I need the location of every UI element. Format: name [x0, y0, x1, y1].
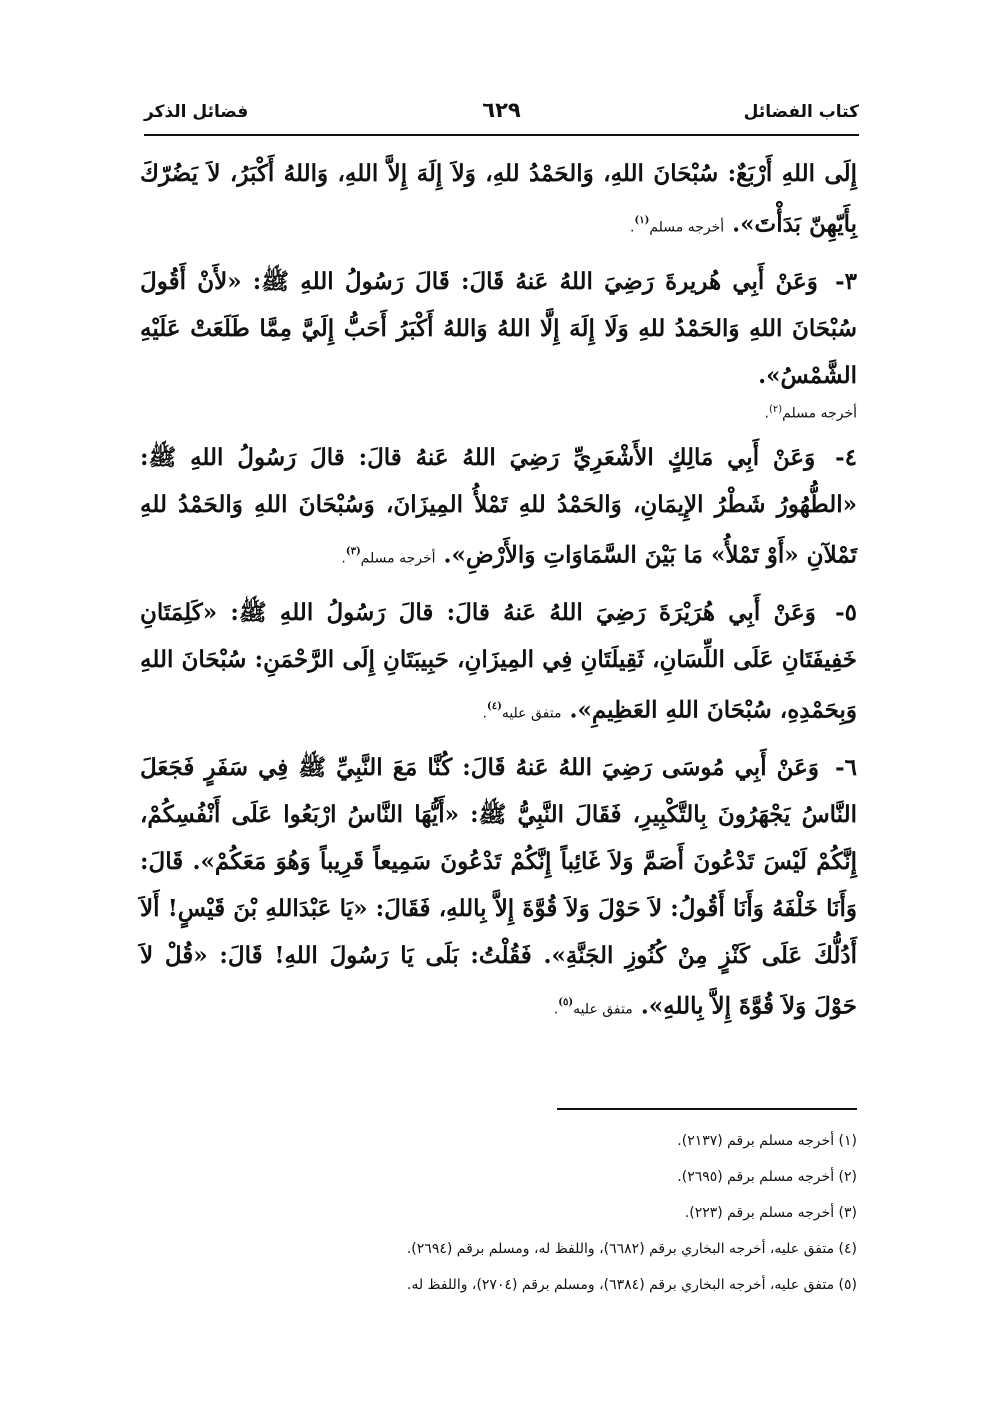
- hadith-source: متفق عليه: [573, 1001, 633, 1018]
- hadith-source: متفق عليه: [501, 705, 562, 722]
- hadith-text: وَعَنْ أَبِي هُريرةَ رَضِيَ اللهُ عَنهُ قَالَ: قَالَ رَسُولُ اللهِ ﷺ: «لأَنْ أَقُولَ سُبْحَانَ اللهِ وَالحَمْدُ للهِ وَلَا إِلَهَ إِلَّا اللهُ وَاللهُ أَكْبَرُ أَحَبُّ إِلَيَّ مِمَّا طَلَعَتْ عَلَيْهِ الشَّمْسُ».: [140, 267, 857, 389]
- hadith-number: ٥-: [835, 598, 857, 626]
- hadith-text: وَعَنْ أَبِي مُوسَى رَضِيَ اللهُ عَنهُ قَالَ: كُنَّا مَعَ النَّبِيِّ ﷺ فِي سَفَرٍ فَجَعَلَ النَّاسُ يَجْهَرُونَ بِالتَّكْبِيرِ، فَقَالَ النَّبِيُّ ﷺ: «أَيُّهَا النَّاسُ ارْبَعُوا عَلَى أَنْفُسِكُمْ، إِنَّكُمْ لَيْسَ تَدْعُونَ أَصَمَّ وَلاَ غَائِباً إِنَّكُمْ تَدْعُونَ سَمِيعاً قَرِيباً وَهُوَ مَعَكُمْ». قَالَ: وَأَنَا خَلْفَهُ وَأَنَا أَقُولُ: لاَ حَوْلَ وَلاَ قُوَّةَ إِلاَّ بِاللهِ، فَقَالَ: «يَا عَبْدَاللهِ بْنَ قَيْسٍ! أَلاَ أَدُلُّكَ عَلَى كَنْزٍ مِنْ كُنُوزِ الجَنَّةِ». فَقُلْتُ: بَلَى يَا رَسُولَ اللهِ! قَالَ: «قُلْ لاَ حَوْلَ وَلاَ قُوَّةَ إِلاَّ بِاللهِ».: [140, 753, 857, 1020]
- footnote-divider: [557, 1108, 857, 1110]
- hadith-paragraph-3: [140, 258, 857, 399]
- footnote-ref: (٤): [486, 700, 502, 712]
- hadith-number: ٤-: [835, 444, 857, 472]
- hadith-paragraph-4: ٤- وَعَنْ أَبِي مَالِكٍ الأَشْعَرِيِّ رَضِيَ اللهُ عَنهُ قالَ: قالَ رَسُولُ اللهِ ﷺ: «الطُّهُورُ شَطْرُ الإِيمَانِ، وَالحَمْدُ للهِ تَمْلأُ المِيزَانَ، وَسُبْحَانَ اللهِ وَالحَمْدُ للهِ تَمْلآنِ «أَوْ تَمْلأُ» مَا بَيْنَ السَّمَاوَاتِ وَالأَرْضِ». أخرجه مسلم$^{(٣)}$.: [140, 444, 857, 569]
- footnote-ref: (٣): [345, 546, 361, 558]
- hadith-source: أخرجه مسلم: [782, 405, 857, 422]
- hadith-paragraph-6: ٦- وَعَنْ أَبِي مُوسَى رَضِيَ اللهُ عَنهُ قَالَ: كُنَّا مَعَ النَّبِيِّ ﷺ فِي سَفَرٍ فَجَعَلَ النَّاسُ يَجْهَرُونَ بِالتَّكْبِيرِ، فَقَالَ النَّبِيُّ ﷺ: «أَيُّهَا النَّاسُ ارْبَعُوا عَلَى أَنْفُسِكُمْ، إِنَّكُمْ لَيْسَ تَدْعُونَ أَصَمَّ وَلاَ غَائِباً إِنَّكُمْ تَدْعُونَ سَمِيعاً قَرِيباً وَهُوَ مَعَكُمْ». قَالَ: وَأَنَا خَلْفَهُ وَأَنَا أَقُولُ: لاَ حَوْلَ وَلاَ قُوَّةَ إِلاَّ بِاللهِ، فَقَالَ: «يَا عَبْدَاللهِ بْنَ قَيْسٍ! أَلاَ أَدُلُّكَ عَلَى كَنْزٍ مِنْ كُنُوزِ الجَنَّةِ». فَقُلْتُ: بَلَى يَا رَسُولَ اللهِ! قَالَ: «قُلْ لاَ حَوْلَ وَلاَ قُوَّةَ إِلاَّ بِاللهِ». متفق عليه$^{(٥)}$.: [140, 753, 857, 1020]
- footnote-ref: (٥): [558, 996, 574, 1008]
- hadith-source-line: أخرجه مسلم$^{(٢)}$.: [764, 403, 857, 422]
- book-title: كتاب الفضائل: [743, 102, 859, 122]
- footnote-ref: (١): [634, 215, 650, 226]
- footnote-2: (٢) أخرجه مسلم برقم (٢٦٩٥).: [677, 1169, 857, 1185]
- page-number: ٦٢٩: [482, 98, 521, 122]
- footnotes: [146, 1128, 857, 1308]
- hadith-number: ٦-: [835, 753, 857, 781]
- header-divider: [144, 134, 859, 136]
- hadith-text: إِلَى اللهِ أَرْبَعٌ: سُبْحَانَ اللهِ، وَالحَمْدُ للهِ، وَلاَ إِلَهَ إِلاَّ اللهِ، وَاللهُ أَكْبَرُ، لاَ يَضُرّكَ بِأَيّهِنّ بَدَأْتَ».: [140, 160, 857, 238]
- footnote-ref: (٢): [768, 403, 783, 415]
- hadith-paragraph-5: ٥- وَعَنْ أَبِي هُرَيْرَةَ رَضِيَ اللهُ عَنهُ قالَ: قالَ رَسُولُ اللهِ ﷺ: «كَلِمَتَانِ خَفِيفَتَانِ عَلَى اللِّسَانِ، ثَقِيلَتَانِ فِي المِيزَانِ، حَبِيبَتَانِ إِلَى الرَّحْمَنِ: سُبْحَانَ اللهِ وَبِحَمْدِهِ، سُبْحَانَ اللهِ العَظِيمِ». متفق عليه$^{(٤)}$.: [140, 598, 857, 724]
- hadith-text: وَعَنْ أَبِي مَالِكٍ الأَشْعَرِيِّ رَضِيَ اللهُ عَنهُ قالَ: قالَ رَسُولُ اللهِ ﷺ: «الطُّهُورُ شَطْرُ الإِيمَانِ، وَالحَمْدُ للهِ تَمْلأُ المِيزَانَ، وَسُبْحَانَ اللهِ وَالحَمْدُ للهِ تَمْلآنِ «أَوْ تَمْلأُ» مَا بَيْنَ السَّمَاوَاتِ وَالأَرْضِ».: [140, 444, 857, 569]
- main-text: [140, 150, 857, 1039]
- footnote-5: (٥) متفق عليه، أخرجه البخاري برقم (٦٣٨٤)، ومسلم برقم (٢٧٠٤)، واللفظ له.: [406, 1277, 857, 1293]
- footnote-1: (١) أخرجه مسلم برقم (٢١٣٧).: [677, 1133, 857, 1149]
- hadith-text: وَعَنْ أَبِي هُرَيْرَةَ رَضِيَ اللهُ عَنهُ قالَ: قالَ رَسُولُ اللهِ ﷺ: «كَلِمَتَانِ خَفِيفَتَانِ عَلَى اللِّسَانِ، ثَقِيلَتَانِ فِي المِيزَانِ، حَبِيبَتَانِ إِلَى الرَّحْمَنِ: سُبْحَانَ اللهِ وَبِحَمْدِهِ، سُبْحَانَ اللهِ العَظِيمِ».: [140, 598, 857, 724]
- footnote-4: (٤) متفق عليه، أخرجه البخاري برقم (٦٦٨٢)، واللفظ له، ومسلم برقم (٢٦٩٤).: [406, 1241, 857, 1257]
- chapter-title: فضائل الذكر: [144, 102, 249, 122]
- hadith-source: أخرجه مسلم: [649, 219, 725, 236]
- footnote-3: (٣) أخرجه مسلم برقم (٢٢٣).: [684, 1205, 857, 1221]
- hadith-paragraph-continued: إِلَى اللهِ أَرْبَعٌ: سُبْحَانَ اللهِ، وَالحَمْدُ للهِ، وَلاَ إِلَهَ إِلاَّ اللهِ، وَاللهُ أَكْبَرُ، لاَ يَضُرّكَ بِأَيّهِنّ بَدَأْتَ». أخرجه مسلم$^{(١)}$.: [140, 160, 857, 238]
- hadith-source: أخرجه مسلم: [360, 550, 436, 567]
- hadith-number: ٣-: [835, 267, 857, 295]
- page-header: [144, 98, 859, 138]
